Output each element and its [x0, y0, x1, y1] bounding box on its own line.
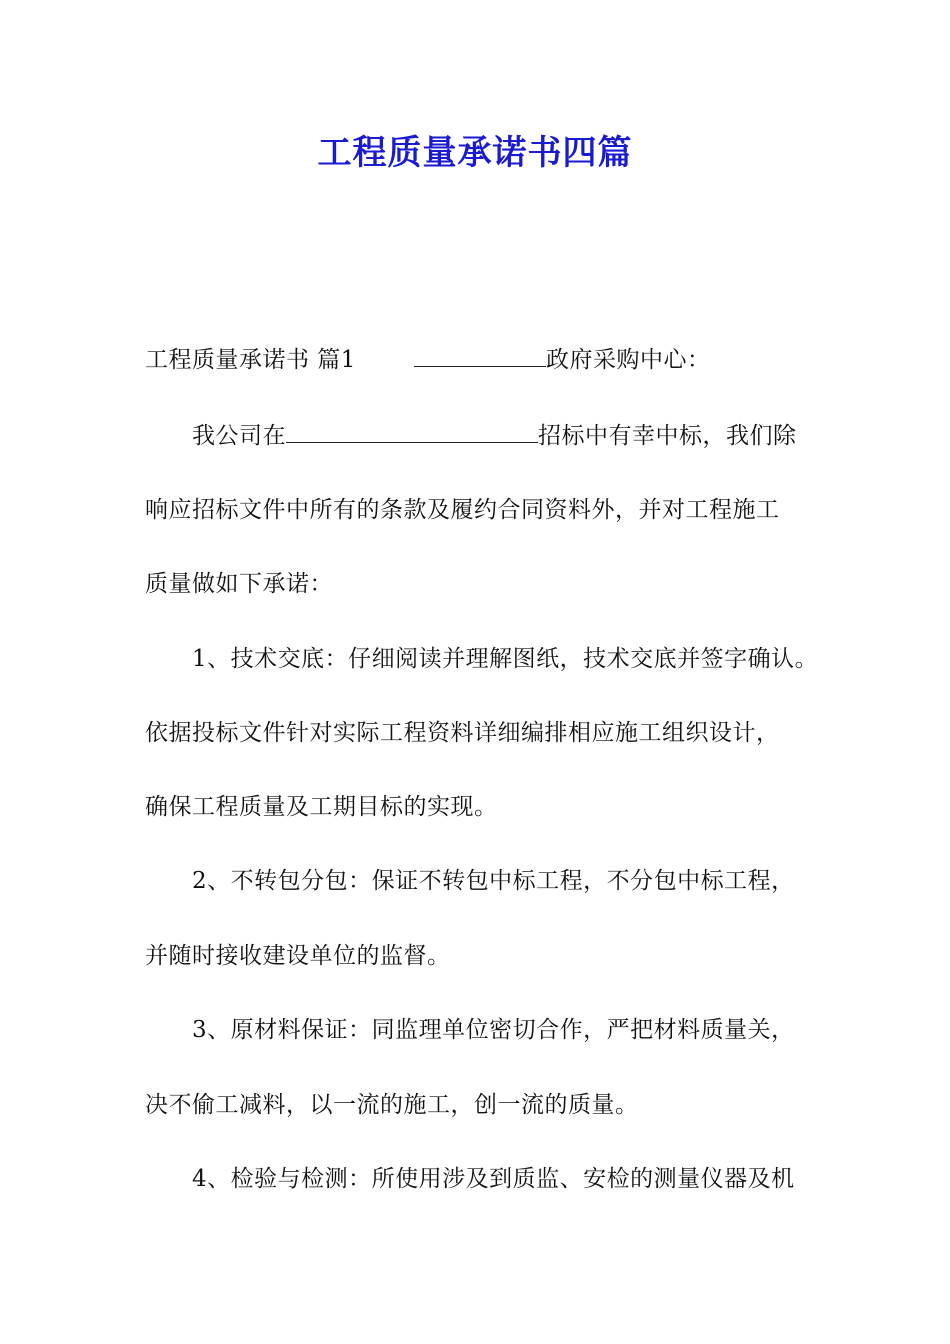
- paragraph-line: 2、不转包分包：保证不转包中标工程，不分包中标工程，: [192, 868, 795, 894]
- paragraph-line: 1、技术交底：仔细阅读并理解图纸，技术交底并签字确认。: [192, 646, 819, 672]
- addressee-suffix: 政府采购中心：: [545, 347, 711, 373]
- addressee-blank: [414, 344, 546, 367]
- intro-after-blank: 招标中有幸中标，我们除: [538, 423, 797, 449]
- paragraph-line: 4、检验与检测：所使用涉及到质监、安检的测量仪器及机: [192, 1166, 795, 1192]
- project-name-blank: [286, 420, 538, 443]
- intro-line: [192, 416, 797, 456]
- intro-before-blank: 我公司在: [192, 423, 286, 449]
- paragraph-line: 响应招标文件中所有的条款及履约合同资料外，并对工程施工: [145, 497, 780, 523]
- paragraph-line: 质量做如下承诺：: [145, 571, 333, 597]
- document-title: 工程质量承诺书四篇: [317, 133, 633, 173]
- heading-label: 工程质量承诺书 篇1: [145, 347, 356, 373]
- paragraph-line: 并随时接收建设单位的监督。: [145, 943, 451, 969]
- paragraph-line: 决不偷工减料，以一流的施工，创一流的质量。: [145, 1092, 639, 1118]
- heading-line: [145, 340, 710, 380]
- paragraph-line: 依据投标文件针对实际工程资料详细编排相应施工组织设计，: [145, 720, 780, 746]
- paragraph-line: 确保工程质量及工期目标的实现。: [145, 794, 498, 820]
- paragraph-line: 3、原材料保证：同监理单位密切合作，严把材料质量关，: [192, 1017, 795, 1043]
